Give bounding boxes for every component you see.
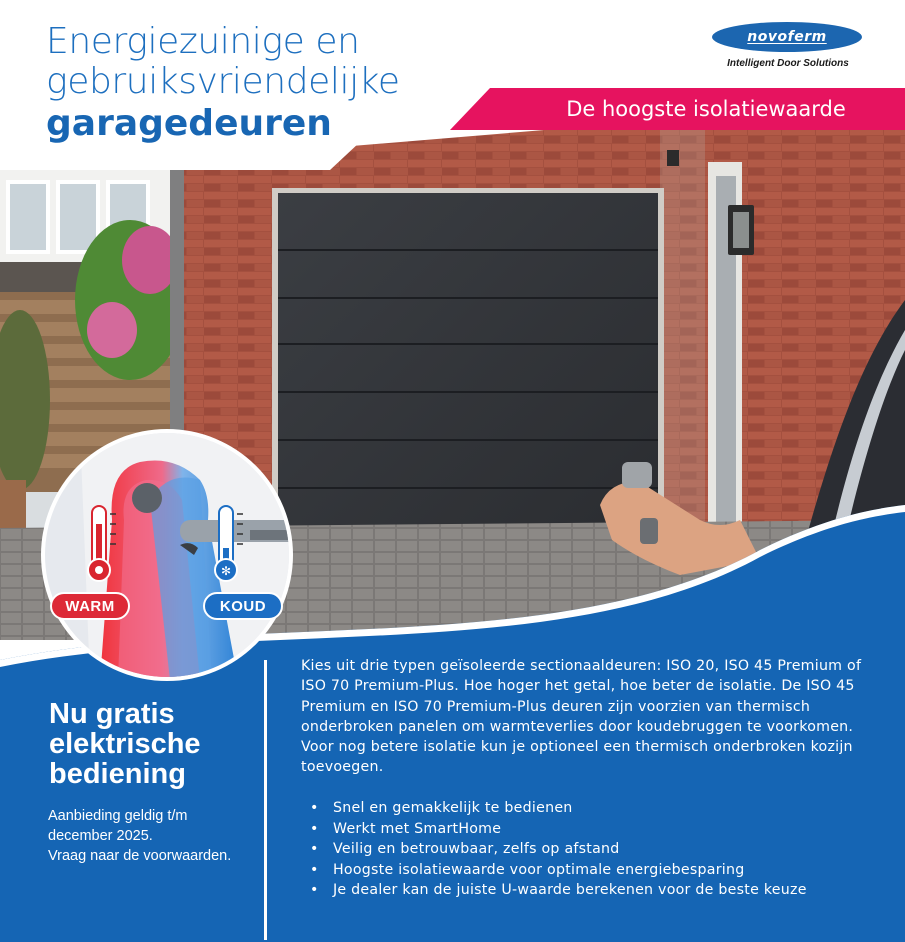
feature-item: • Snel en gemakkelijk te bedienen: [310, 798, 890, 819]
feature-item: • Je dealer kan de juiste U-waarde berekenen voor de beste keuze: [310, 880, 890, 901]
page-title: [46, 22, 400, 146]
feature-list: [310, 798, 890, 901]
offer-title-line-2: elektrische: [49, 728, 201, 760]
logo-wordmark: novoferm: [712, 22, 862, 52]
insulation-banner: De hoogste isolatiewaarde: [566, 97, 846, 121]
title-line-1: Energiezuinige en: [46, 21, 360, 62]
brand-logo: [712, 22, 864, 69]
offer-note-line-3: Vraag naar de voorwaarden.: [48, 848, 232, 864]
feature-item: • Veilig en betrouwbaar, zelfs op afstand: [310, 839, 890, 860]
feature-item: • Hoogste isolatiewaarde voor optimale energiebesparing: [310, 860, 890, 881]
cold-badge: KOUD: [203, 592, 283, 620]
offer-note-line-1: Aanbieding geldig t/m: [48, 808, 188, 824]
offer-title: [49, 699, 201, 789]
offer-note-line-2: december 2025.: [48, 828, 153, 844]
logo-tagline: Intelligent Door Solutions: [727, 58, 849, 69]
product-description: Kies uit drie typen geïsoleerde sectionaaldeuren: ISO 20, ISO 45 Premium of ISO 70 Premium-Plus. Hoe hoger het getal, hoe beter de isolatie. De ISO 45 Premium en ISO 70 Premium-Plus deuren zijn voorzien van thermisch onderbroken panelen om warmteverlies door koudebruggen te voorkomen. Voor nog betere isolatie kun je optioneel een thermisch onderbroken kozijn toevoegen.: [301, 658, 862, 776]
title-line-3: garagedeuren: [46, 103, 332, 144]
title-line-2: gebruiksvriendelijke: [46, 61, 400, 102]
offer-terms: [48, 806, 231, 866]
offer-title-line-3: bediening: [49, 758, 186, 790]
svg-text:✻: ✻: [220, 564, 232, 578]
offer-title-line-1: Nu gratis: [49, 698, 175, 730]
column-divider: [264, 660, 267, 940]
warm-badge: WARM: [50, 592, 130, 620]
feature-item: • Werkt met SmartHome: [310, 819, 890, 840]
